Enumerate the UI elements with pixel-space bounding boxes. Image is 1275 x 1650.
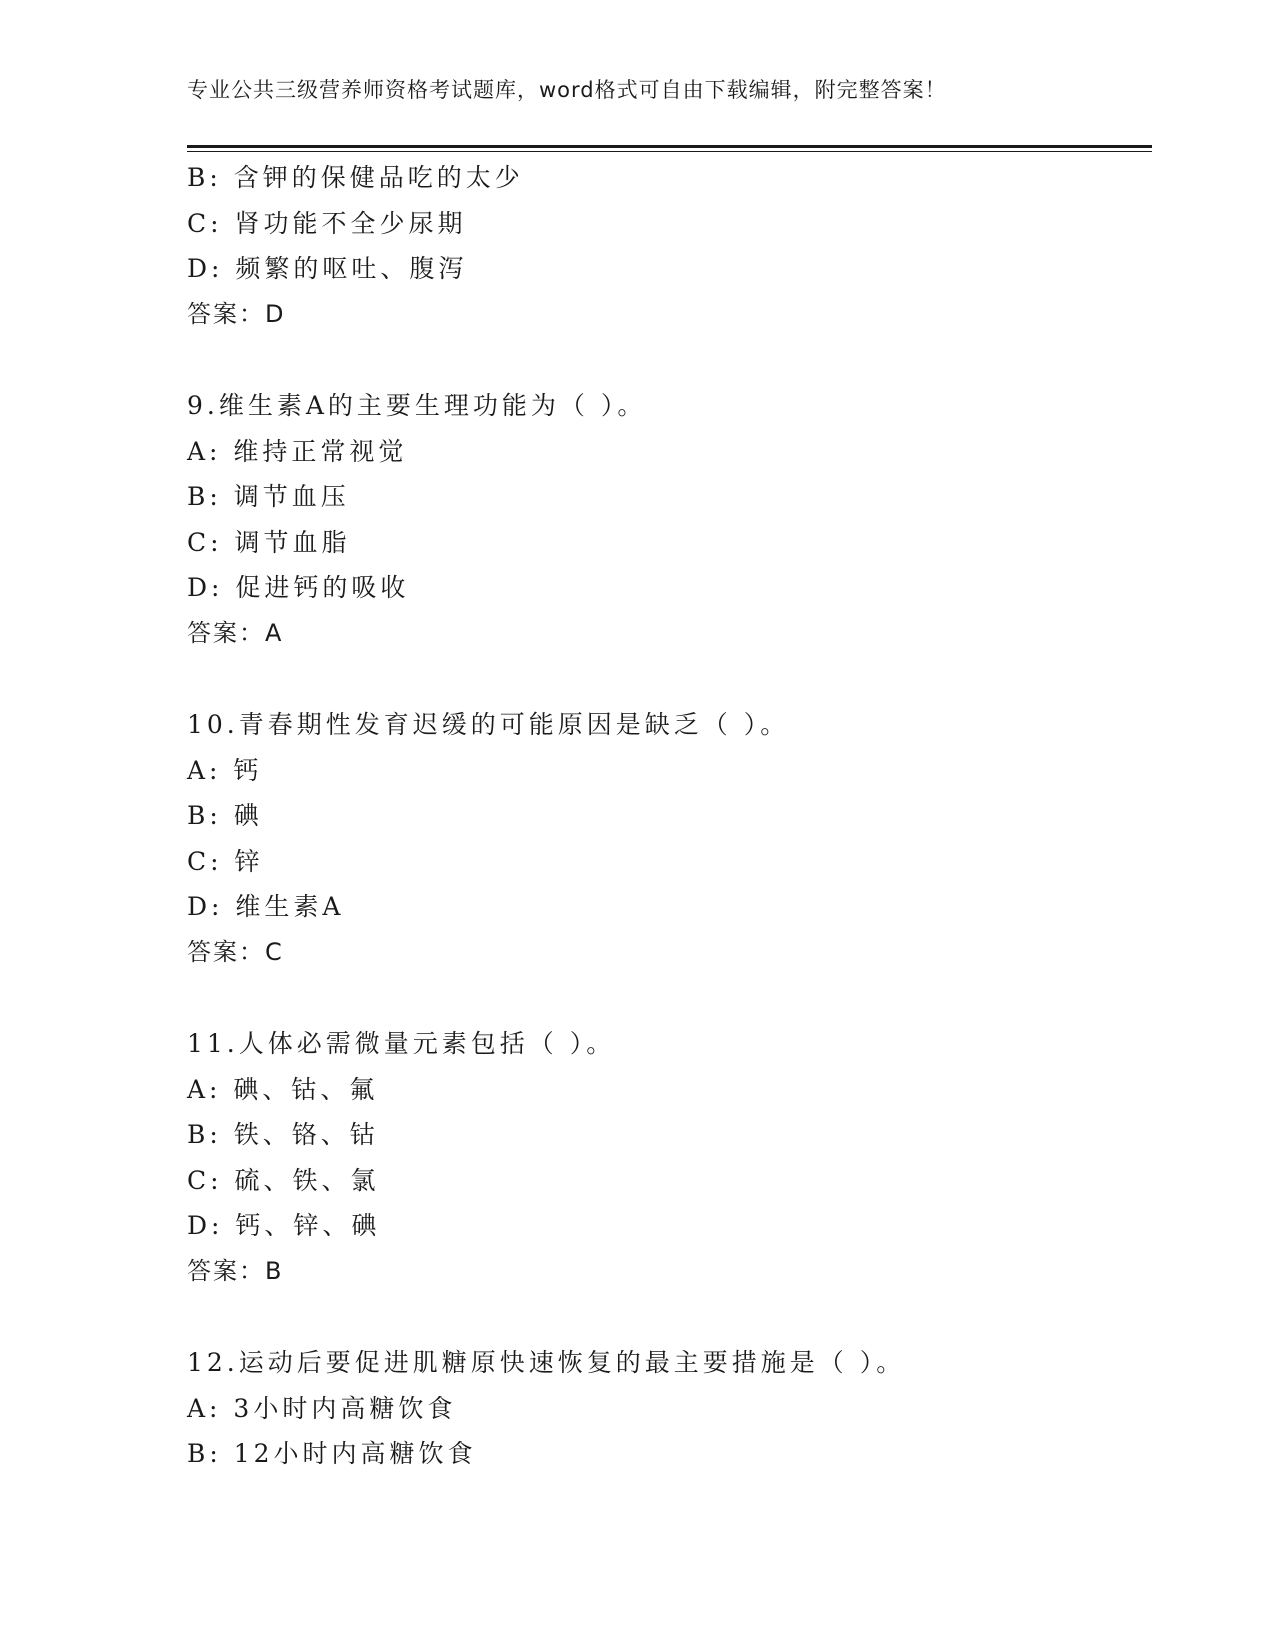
option-c: C: 硫、铁、氯 bbox=[187, 1165, 380, 1195]
page-header: 专业公共三级营养师资格考试题库，word格式可自由下载编辑，附完整答案！ bbox=[187, 78, 947, 102]
option-c: C: 肾功能不全少尿期 bbox=[187, 208, 467, 238]
option-d: D: 促进钙的吸收 bbox=[187, 573, 410, 602]
option-d: D: 钙、锌、碘 bbox=[187, 1211, 381, 1240]
answer-line: 答案：B bbox=[187, 1256, 284, 1285]
option-d: D: 维生素A bbox=[187, 892, 345, 921]
option-b: B: 调节血压 bbox=[187, 482, 350, 511]
question-stem: 11.人体必需微量元素包括（ ）。 bbox=[187, 1029, 616, 1058]
option-b: B: 含钾的保健品吃的太少 bbox=[187, 163, 524, 192]
question-10 bbox=[187, 702, 1152, 975]
option-c: C: 锌 bbox=[187, 846, 264, 876]
option-b: B: 12小时内高糖饮食 bbox=[187, 1439, 477, 1468]
answer-line: 答案：D bbox=[187, 299, 286, 328]
question-stem: 10.青春期性发育迟缓的可能原因是缺乏（ ）。 bbox=[187, 710, 790, 739]
question-stem: 12.运动后要促进肌糖原快速恢复的最主要措施是（ ）。 bbox=[187, 1348, 906, 1377]
option-a: A: 维持正常视觉 bbox=[187, 436, 408, 466]
option-b: B: 铁、铬、钴 bbox=[187, 1120, 379, 1149]
option-b: B: 碘 bbox=[187, 801, 263, 830]
answer-line: 答案：A bbox=[187, 618, 284, 647]
option-d: D: 频繁的呕吐、腹泻 bbox=[187, 254, 468, 283]
option-a: A: 3小时内高糖饮食 bbox=[187, 1393, 457, 1423]
question-11 bbox=[187, 1021, 1152, 1294]
question-9 bbox=[187, 383, 1152, 656]
question-stem: 9.维生素A的主要生理功能为（ ）。 bbox=[187, 391, 647, 420]
option-a: A: 碘、钴、氟 bbox=[187, 1074, 379, 1104]
question-8-tail bbox=[187, 155, 1152, 337]
header-rule-thick bbox=[187, 145, 1152, 148]
question-12 bbox=[187, 1340, 1152, 1477]
exam-content bbox=[187, 155, 1152, 1477]
answer-line: 答案：C bbox=[187, 937, 284, 966]
header-rule-thin bbox=[187, 151, 1152, 152]
option-a: A: 钙 bbox=[187, 755, 263, 785]
option-c: C: 调节血脂 bbox=[187, 527, 351, 557]
